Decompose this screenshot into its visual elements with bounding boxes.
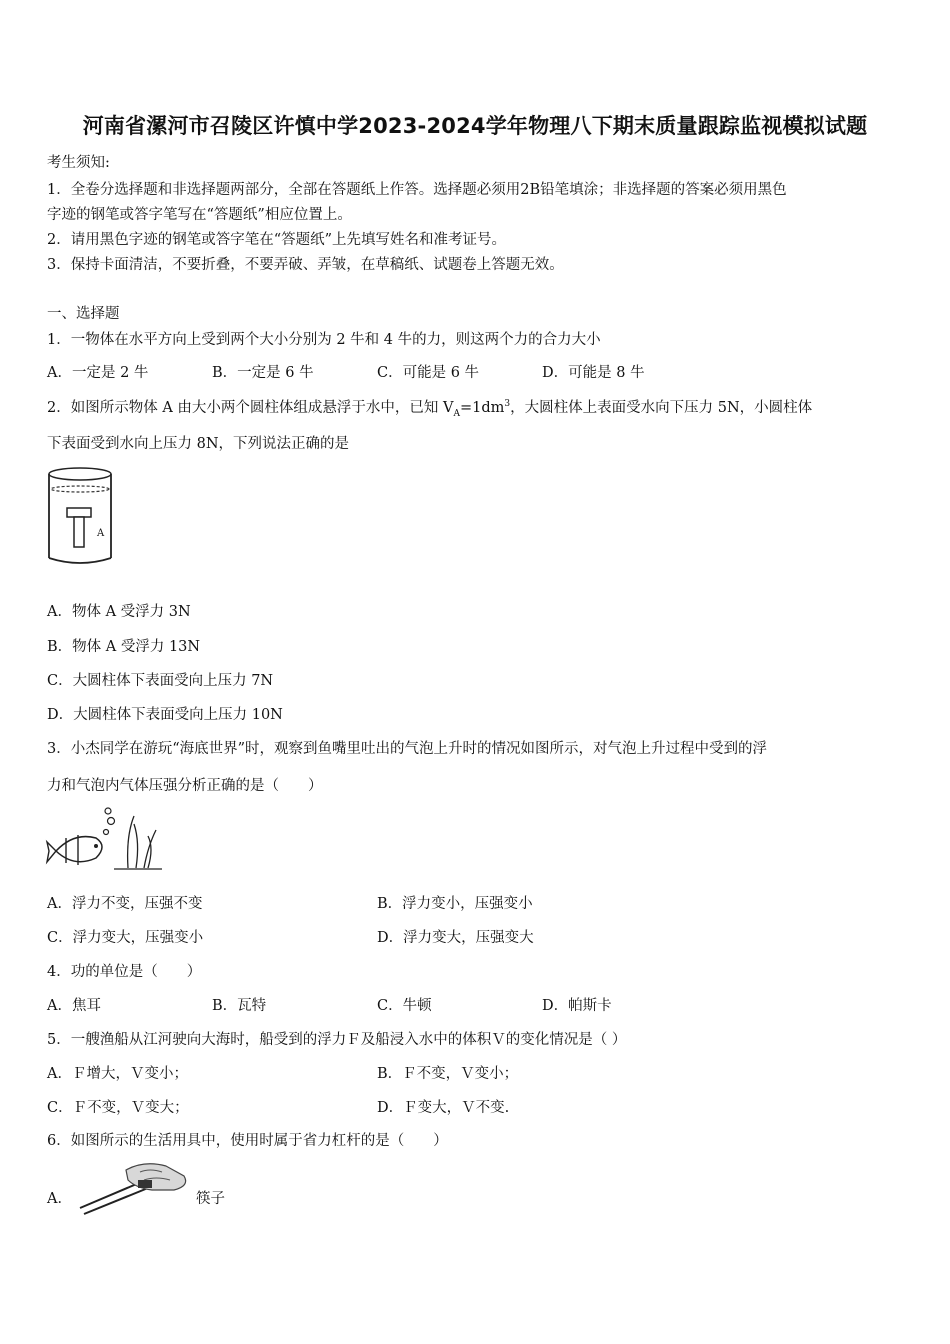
q6-stem: 6．如图所示的生活用具中，使用时属于省力杠杆的是（ ）	[47, 1133, 448, 1149]
q2-option-a[interactable]: A．物体 A 受浮力 3N	[47, 604, 191, 620]
q2-stem-part-a: 2．如图所示物体 A 由大小两个圆柱体组成悬浮于水中，已知 V	[47, 400, 454, 416]
q5-stem: 5．一艘渔船从江河驶向大海时，船受到的浮力Ｆ及船浸入水中的体积Ｖ的变化情况是（ ）	[47, 1032, 627, 1048]
q2-stem-sup: 3	[504, 399, 511, 410]
q3-stem: 3．小杰同学在游玩“海底世界”时，观察到鱼嘴里吐出的气泡上升时的情况如图所示，对气泡上升过程中受到的浮	[47, 741, 768, 757]
q1-option-d[interactable]: D．可能是 8 牛	[542, 365, 645, 381]
notice-heading: 考生须知:	[47, 155, 110, 171]
q2-option-c[interactable]: C．大圆柱体下表面受向上压力 7N	[47, 673, 274, 689]
q5-option-a[interactable]: A．Ｆ增大，Ｖ变小；	[47, 1066, 188, 1082]
q1-option-b[interactable]: B．一定是 6 牛	[212, 365, 314, 381]
q4-option-c[interactable]: C．牛顿	[377, 998, 432, 1014]
notice-item-1-cont: 字迹的钢笔或答字笔写在“答题纸”相应位置上。	[47, 207, 352, 223]
q6-option-a-label: 筷子	[196, 1191, 225, 1207]
q5-option-c[interactable]: C．Ｆ不变，Ｖ变大；	[47, 1100, 189, 1116]
q2-stem	[47, 396, 812, 419]
q5-option-b[interactable]: B．Ｆ不变，Ｖ变小；	[377, 1066, 519, 1082]
page-title: 河南省漯河市召陵区许慎中学2023-2024学年物理八下期末质量跟踪监视模拟试题	[82, 114, 868, 138]
q2-stem-part-c: ，大圆柱体上表面受水向下压力 5N，小圆柱体	[510, 400, 813, 416]
q2-stem-line2: 下表面受到水向上压力 8N，下列说法正确的是	[47, 436, 350, 452]
q3-option-d[interactable]: D．浮力变大，压强变大	[377, 930, 534, 946]
section-heading: 一、选择题	[47, 306, 120, 322]
q3-fish-bubbles-figure	[44, 806, 164, 872]
q2-stem-part-b: =1dm	[460, 400, 505, 416]
chopsticks-icon	[74, 1158, 194, 1218]
q4-option-a[interactable]: A．焦耳	[47, 998, 101, 1014]
q2-figure-label: A	[97, 528, 105, 539]
q3-option-c[interactable]: C．浮力变大，压强变小	[47, 930, 204, 946]
q3-stem-line2: 力和气泡内气体压强分析正确的是（ ）	[47, 778, 323, 794]
q4-option-d[interactable]: D．帕斯卡	[542, 998, 612, 1014]
q4-option-b[interactable]: B．瓦特	[212, 998, 267, 1014]
q6-option-a-letter[interactable]: A．	[47, 1191, 72, 1207]
notice-item-1: 1．全卷分选择题和非选择题两部分，全部在答题纸上作答。选择题必须用2B铅笔填涂；非选择题的答案必须用黑色	[47, 182, 787, 198]
q1-stem: 1．一物体在水平方向上受到两个大小分别为 2 牛和 4 牛的力，则这两个力的合力大小	[47, 332, 601, 348]
q2-option-d[interactable]: D．大圆柱体下表面受向上压力 10N	[47, 707, 283, 723]
q2-option-b[interactable]: B．物体 A 受浮力 13N	[47, 639, 201, 655]
q3-option-a[interactable]: A．浮力不变，压强不变	[47, 896, 203, 912]
notice-item-3: 3．保持卡面清洁，不要折叠，不要弄破、弄皱，在草稿纸、试题卷上答题无效。	[47, 257, 564, 273]
q3-option-b[interactable]: B．浮力变小，压强变小	[377, 896, 533, 912]
q5-option-d[interactable]: D．Ｆ变大，Ｖ不变.	[377, 1100, 510, 1116]
q2-stem-sub: A	[453, 408, 460, 419]
q4-stem: 4．功的单位是（ ）	[47, 964, 202, 980]
notice-item-2: 2．请用黑色字迹的钢笔或答字笔在“答题纸”上先填写姓名和准考证号。	[47, 232, 507, 248]
q1-option-a[interactable]: A．一定是 2 牛	[47, 365, 149, 381]
q2-container-figure	[44, 464, 116, 568]
q1-option-c[interactable]: C．可能是 6 牛	[377, 365, 480, 381]
